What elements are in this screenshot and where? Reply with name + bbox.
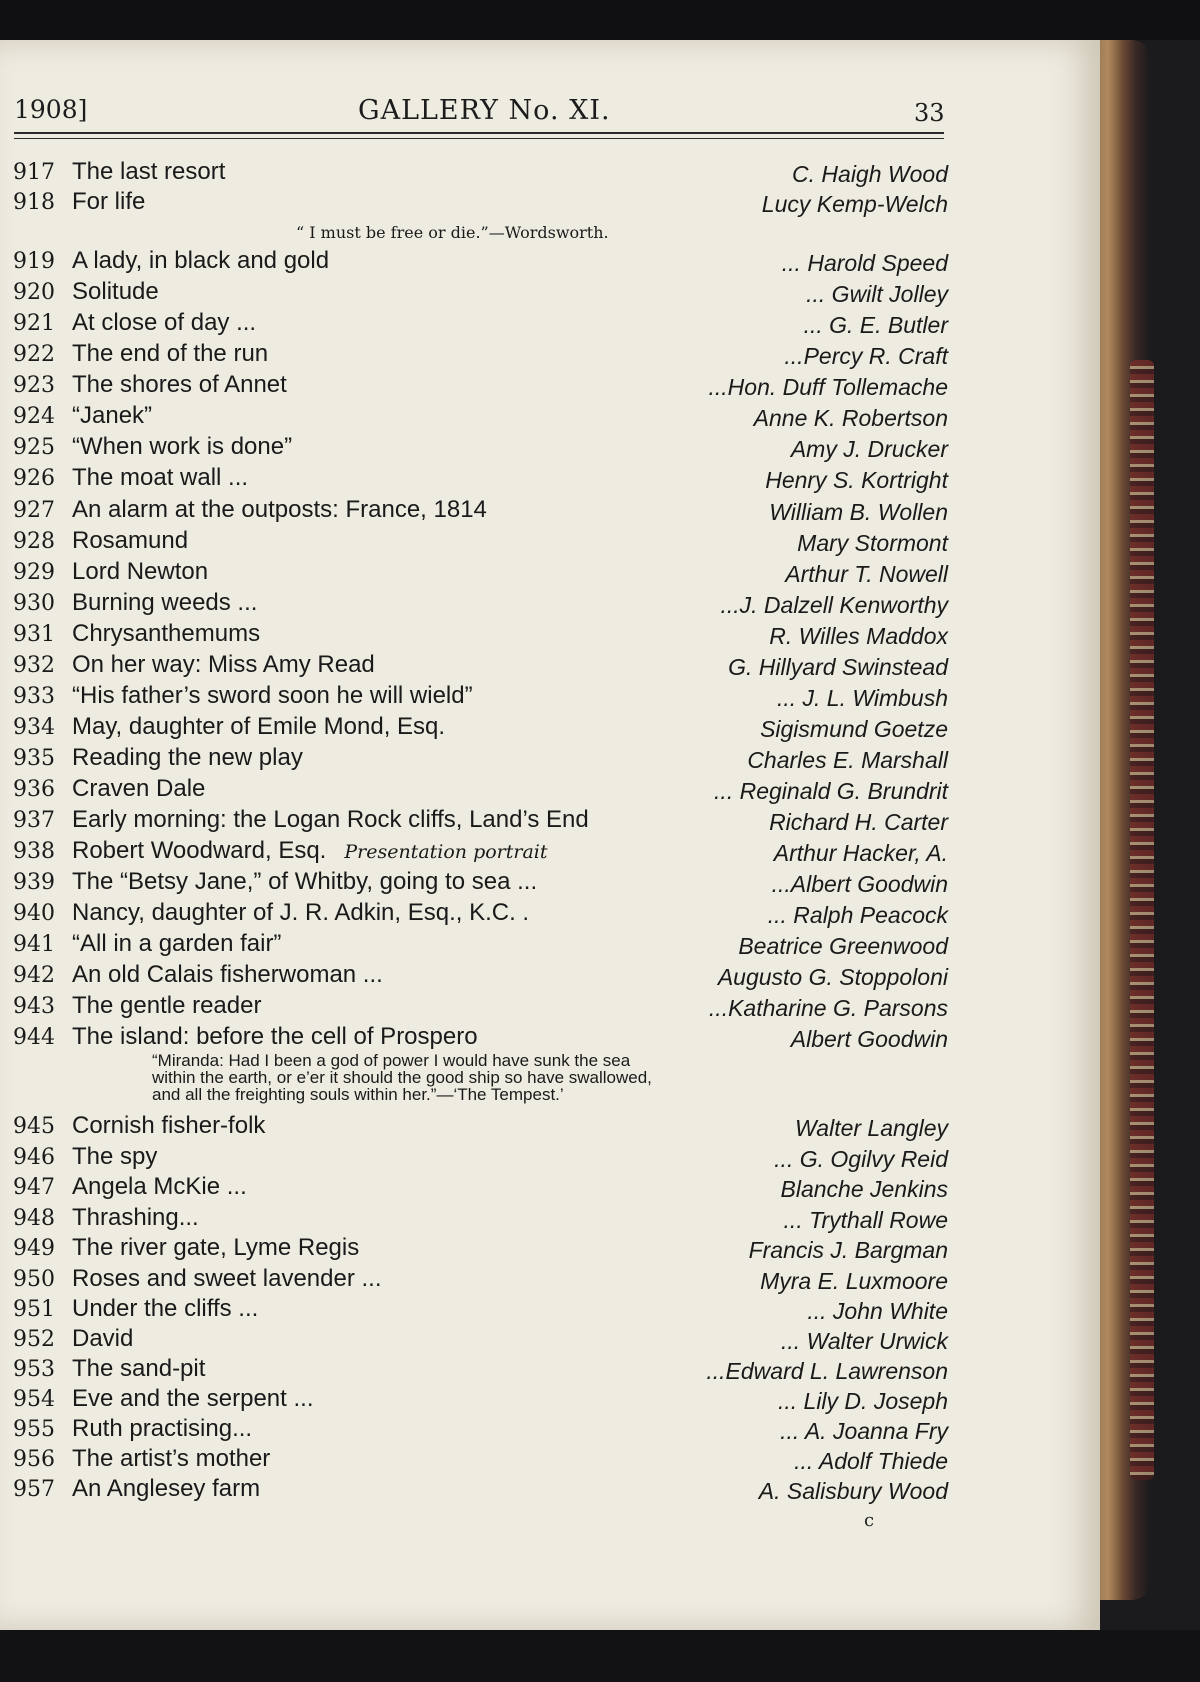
entry-number: 924	[13, 404, 55, 429]
entry-artist: ... Lily D. Joseph	[777, 1388, 948, 1414]
catalogue-entry	[0, 808, 960, 839]
catalogue-entry	[0, 746, 960, 777]
entry-number: 931	[13, 622, 55, 647]
entry-title: The gentle reader	[72, 992, 262, 1019]
entry-artist: ... G. Ogilvy Reid	[774, 1146, 948, 1172]
background-top	[0, 0, 1200, 40]
signature-mark: c	[864, 1510, 875, 1531]
entry-artist: ... Gwilt Jolley	[806, 281, 948, 307]
entry-artist: Lucy Kemp-Welch	[761, 191, 948, 217]
entry-title: The last resort	[72, 158, 226, 185]
entry-number: 921	[13, 311, 55, 336]
entry-title: An alarm at the outposts: France, 1814	[72, 496, 487, 523]
catalogue-entry	[0, 498, 960, 529]
entry-artist: Henry S. Kortright	[765, 467, 948, 493]
entry-artist: Arthur T. Nowell	[785, 561, 948, 587]
entry-title: David	[72, 1325, 134, 1352]
entry-number: 955	[13, 1417, 55, 1442]
entry-title: The island: before the cell of Prospero	[72, 1023, 478, 1050]
entry-title: The shores of Annet	[72, 371, 287, 398]
entry-number: 951	[13, 1297, 55, 1322]
entry-artist: ...Hon. Duff Tollemache	[708, 374, 948, 400]
entry-number: 918	[13, 190, 55, 215]
catalogue-entry	[0, 1175, 960, 1206]
entry-artist: Charles E. Marshall	[747, 747, 948, 773]
entry-number: 941	[13, 932, 55, 957]
catalogue-entry	[0, 529, 960, 560]
entry-title: Rosamund	[72, 527, 189, 554]
entry-artist: G. Hillyard Swinstead	[728, 654, 948, 680]
catalogue-entry	[0, 1297, 960, 1328]
catalogue-entry	[0, 1206, 960, 1237]
catalogue-entry	[0, 1417, 960, 1448]
entry-title: Early morning: the Logan Rock cliffs, Land’s End	[72, 806, 589, 833]
entry-number: 940	[13, 901, 55, 926]
catalogue-entry	[0, 190, 960, 221]
entry-title: “His father’s sword soon he will wield”	[72, 682, 473, 709]
entry-artist: ... A. Joanna Fry	[780, 1418, 948, 1444]
catalogue-entry	[0, 404, 960, 435]
entry-number: 930	[13, 591, 55, 616]
entry-title: Robert Woodward, Esq. Presentation portrait	[72, 837, 548, 864]
entry-title: Lord Newton	[72, 558, 209, 585]
catalogue-entry	[0, 160, 960, 191]
entry-number: 932	[13, 653, 55, 678]
entry-artist: C. Haigh Wood	[792, 161, 948, 187]
entry-number: 938	[13, 839, 55, 864]
catalogue-entry	[0, 994, 960, 1025]
entry-title: The end of the run	[72, 340, 269, 367]
entry-title: Nancy, daughter of J. R. Adkin, Esq., K.C. .	[72, 899, 530, 926]
entry-artist: R. Willes Maddox	[769, 623, 948, 649]
entry-artist: ... John White	[807, 1298, 948, 1324]
catalogue-entry	[0, 435, 960, 466]
entry-title: Solitude	[72, 278, 159, 305]
entry-title: “When work is done”	[72, 433, 293, 460]
entry-title: The moat wall ...	[72, 464, 249, 491]
entry-number: 957	[13, 1477, 55, 1502]
entry-title: The sand-pit	[72, 1355, 206, 1382]
header-title: GALLERY No. XI.	[358, 95, 611, 126]
entry-title: An Anglesey farm	[72, 1475, 261, 1502]
entry-artist: Beatrice Greenwood	[738, 933, 948, 959]
entry-title: Angela McKie ...	[72, 1173, 247, 1200]
catalogue-entry	[0, 560, 960, 591]
entry-title: Ruth practising...	[72, 1415, 253, 1442]
catalogue-entry	[0, 622, 960, 653]
entry-number: 954	[13, 1387, 55, 1412]
entry-number: 934	[13, 715, 55, 740]
entry-artist: ...Edward L. Lawrenson	[706, 1358, 948, 1384]
entry-title: At close of day ...	[72, 309, 257, 336]
entry-artist: Sigismund Goetze	[760, 716, 948, 742]
catalogue-entry	[0, 1114, 960, 1145]
entry-number: 936	[13, 777, 55, 802]
header-year: 1908]	[14, 95, 88, 124]
catalogue-entry	[0, 591, 960, 622]
entry-title: Craven Dale	[72, 775, 206, 802]
entry-number: 928	[13, 529, 55, 554]
catalogue-entry	[0, 1447, 960, 1478]
entry-title: Under the cliffs ...	[72, 1295, 259, 1322]
header-rule	[14, 132, 944, 134]
entry-title: On her way: Miss Amy Read	[72, 651, 375, 678]
entry-title: The river gate, Lyme Regis	[72, 1234, 360, 1261]
entry-number: 935	[13, 746, 55, 771]
entry-title: “All in a garden fair”	[72, 930, 282, 957]
entry-artist: Mary Stormont	[797, 530, 948, 556]
catalogue-entry	[0, 1236, 960, 1267]
catalogue-entry	[0, 466, 960, 497]
entry-title: Eve and the serpent ...	[72, 1385, 314, 1412]
quote-line: within the earth, or e’er it should the good ship so have swallowed,	[152, 1068, 652, 1087]
entry-number: 948	[13, 1206, 55, 1231]
entry-artist: Albert Goodwin	[790, 1026, 948, 1052]
entry-number: 920	[13, 280, 55, 305]
entry-title: May, daughter of Emile Mond, Esq.	[72, 713, 446, 740]
entry-artist: Blanche Jenkins	[780, 1176, 948, 1202]
entry-number: 929	[13, 560, 55, 585]
entry-number: 927	[13, 498, 55, 523]
quote-line: “Miranda: Had I been a god of power I would have sunk the sea	[152, 1051, 631, 1070]
catalogue-entry	[0, 280, 960, 311]
entry-title: The artist’s mother	[72, 1445, 271, 1472]
catalogue-entry	[0, 1357, 960, 1388]
entry-title: Cornish fisher-folk	[72, 1112, 266, 1139]
catalogue-entry	[0, 342, 960, 373]
book-spine	[1130, 360, 1154, 1480]
catalogue-entry	[0, 777, 960, 808]
entry-title: An old Calais fisherwoman ...	[72, 961, 383, 988]
catalogue-entry	[0, 1267, 960, 1298]
entry-artist: William B. Wollen	[769, 499, 948, 525]
entry-title: Chrysanthemums	[72, 620, 261, 647]
entry-title: A lady, in black and gold	[72, 247, 330, 274]
entry-artist: ... Ralph Peacock	[767, 902, 948, 928]
entry-artist: Myra E. Luxmoore	[760, 1268, 948, 1294]
entry-artist: ... Trythall Rowe	[783, 1207, 948, 1233]
entry-artist: ...Percy R. Craft	[784, 343, 948, 369]
entry-quote: “ I must be free or die.”—Wordsworth.	[296, 223, 609, 242]
catalogue-entry	[0, 870, 960, 901]
page-number: 33	[914, 99, 945, 127]
catalogue-entry	[0, 249, 960, 280]
catalogue-entry	[0, 839, 960, 870]
entry-number: 917	[13, 160, 55, 185]
entry-artist: ...Albert Goodwin	[771, 871, 948, 897]
entry-number: 943	[13, 994, 55, 1019]
entry-number: 949	[13, 1236, 55, 1261]
entry-number: 944	[13, 1025, 55, 1050]
entry-artist: Francis J. Bargman	[748, 1237, 948, 1263]
catalogue-entry	[0, 684, 960, 715]
entry-artist: ... J. L. Wimbush	[776, 685, 948, 711]
catalogue-entry	[0, 1327, 960, 1358]
entry-title: Thrashing...	[72, 1204, 199, 1231]
catalogue-entry	[0, 932, 960, 963]
entry-number: 919	[13, 249, 55, 274]
entry-number: 945	[13, 1114, 55, 1139]
entry-artist: A. Salisbury Wood	[758, 1478, 948, 1504]
entry-artist: ... Walter Urwick	[781, 1328, 948, 1354]
page-header	[0, 95, 960, 135]
catalogue-entry	[0, 1145, 960, 1176]
entry-title: The spy	[72, 1143, 158, 1170]
entry-artist: Anne K. Robertson	[753, 405, 948, 431]
entry-artist: Arthur Hacker, A.	[773, 840, 948, 866]
entry-artist: ...Katharine G. Parsons	[708, 995, 948, 1021]
entry-number: 947	[13, 1175, 55, 1200]
catalogue-entry	[0, 901, 960, 932]
entry-title: For life	[72, 188, 146, 215]
entry-artist: Walter Langley	[795, 1115, 948, 1141]
entry-title: The “Betsy Jane,” of Whitby, going to sea ...	[72, 868, 538, 895]
entry-number: 956	[13, 1447, 55, 1472]
entry-artist: ... Harold Speed	[781, 250, 948, 276]
quote-line: and all the freighting souls within her.”—‘The Tempest.’	[152, 1085, 564, 1104]
entry-number: 925	[13, 435, 55, 460]
entry-number: 953	[13, 1357, 55, 1382]
entry-number: 937	[13, 808, 55, 833]
entry-artist: Amy J. Drucker	[790, 436, 948, 462]
entry-number: 942	[13, 963, 55, 988]
catalogue-entry	[0, 963, 960, 994]
entry-artist: Augusto G. Stoppoloni	[717, 964, 948, 990]
entry-note: Presentation portrait	[344, 841, 548, 863]
entry-artist: ... Adolf Thiede	[794, 1448, 948, 1474]
entry-number: 952	[13, 1327, 55, 1352]
entry-artist: ... Reginald G. Brundrit	[714, 778, 948, 804]
catalogue-entry	[0, 1477, 960, 1508]
entry-artist: ...J. Dalzell Kenworthy	[720, 592, 948, 618]
entry-number: 922	[13, 342, 55, 367]
entry-number: 939	[13, 870, 55, 895]
catalogue-entry	[0, 311, 960, 342]
catalogue-entry	[0, 715, 960, 746]
entry-artist: Richard H. Carter	[769, 809, 948, 835]
header-rule	[14, 138, 944, 139]
entry-number: 923	[13, 373, 55, 398]
entry-title: Reading the new play	[72, 744, 303, 771]
catalogue-entry	[0, 373, 960, 404]
entry-title: Roses and sweet lavender ...	[72, 1265, 382, 1292]
entry-number: 933	[13, 684, 55, 709]
entry-number: 950	[13, 1267, 55, 1292]
catalogue-entry	[0, 1387, 960, 1418]
catalogue-entry	[0, 653, 960, 684]
entry-title: Burning weeds ...	[72, 589, 258, 616]
entry-number: 926	[13, 466, 55, 491]
entry-artist: ... G. E. Butler	[803, 312, 948, 338]
background-bottom	[0, 1630, 1200, 1682]
entry-quote	[152, 1052, 872, 1103]
entry-title: “Janek”	[72, 402, 153, 429]
entry-number: 946	[13, 1145, 55, 1170]
